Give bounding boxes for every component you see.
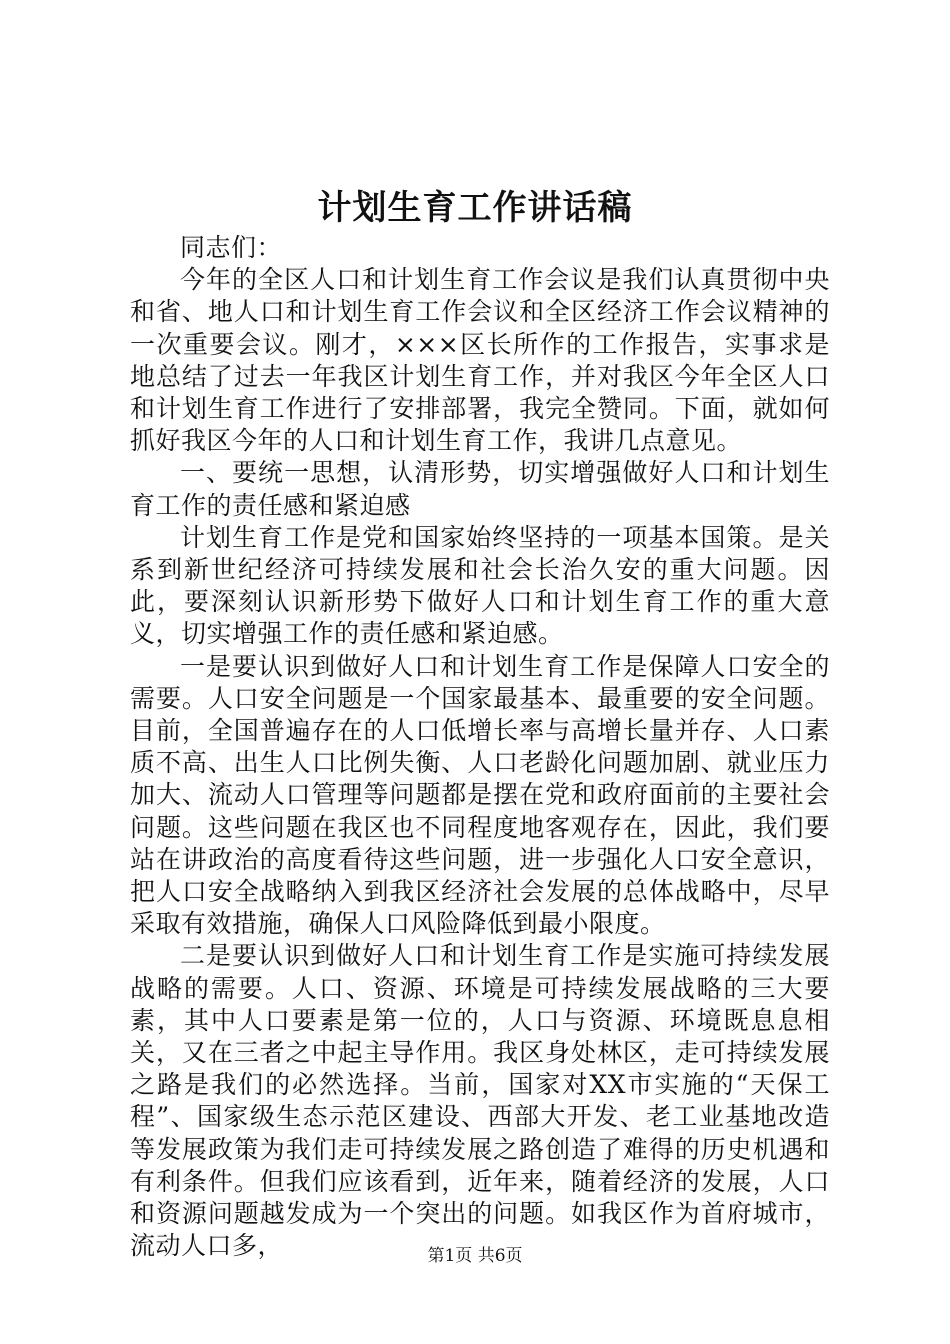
document-title: 计划生育工作讲话稿 [317,188,633,228]
salutation: 同志们： [180,233,283,262]
paragraph-intro: 今年的全区人口和计划生育工作会议是我们认真贯彻中央和省、地人口和计划生育工作会议和全区经济工作会议精神的一次重要会议。刚才，×××区长所作的工作报告，实事求是地总结了过去一年我区计划生育工作，并对我区今年全区人口和计划生育工作进行了安排部署，我完全赞同。下面，就如何抓好我区今年的人口和计划生育工作，我讲几点意见。 [130,265,830,456]
paragraph-point-1: 一是要认识到做好人口和计划生育工作是保障人口安全的需要。人口安全问题是一个国家最基本、最重要的安全问题。目前，全国普遍存在的人口低增长率与高增长量并存、人口素质不高、出生人口比例失衡、人口老龄化问题加剧、就业压力加大、流动人口管理等问题都是摆在党和政府面前的主要社会问题。这些问题在我区也不同程度地客观存在，因此，我们要站在讲政治的高度看待这些问题，进一步强化人口安全意识，把人口安全战略纳入到我区经济社会发展的总体战略中，尽早采取有效措施，确保人口风险降低到最小限度。 [130,651,830,939]
document-body [130,232,830,1263]
paragraph-point-2: 二是要认识到做好人口和计划生育工作是实施可持续发展战略的需要。人口、资源、环境是可持续发展战略的三大要素，其中人口要素是第一位的，人口与资源、环境既息息相关，又在三者之中起主导作用。我区身处林区，走可持续发展之路是我们的必然选择。当前，国家对XX市实施的“天保工程”、国家级生态示范区建设、西部大开发、老工业基地改造等发展政策为我们走可持续发展之路创造了难得的历史机遇和有利条件。但我们应该看到，近年来，随着经济的发展，人口和资源问题越发成为一个突出的问题。如我区作为首府城市，流动人口多， [130,941,830,1261]
section-heading-1: 一、要统一思想，认清形势，切实增强做好人口和计划生育工作的责任感和紧迫感 [130,458,830,520]
paragraph-policy: 计划生育工作是党和国家始终坚持的一项基本国策。是关系到新世纪经济可持续发展和社会长治久安的重大问题。因此，要深刻认识新形势下做好人口和计划生育工作的重大意义，切实增强工作的责任感和紧迫感。 [130,522,830,649]
page-footer: 第1页 共6页 [427,1246,523,1266]
